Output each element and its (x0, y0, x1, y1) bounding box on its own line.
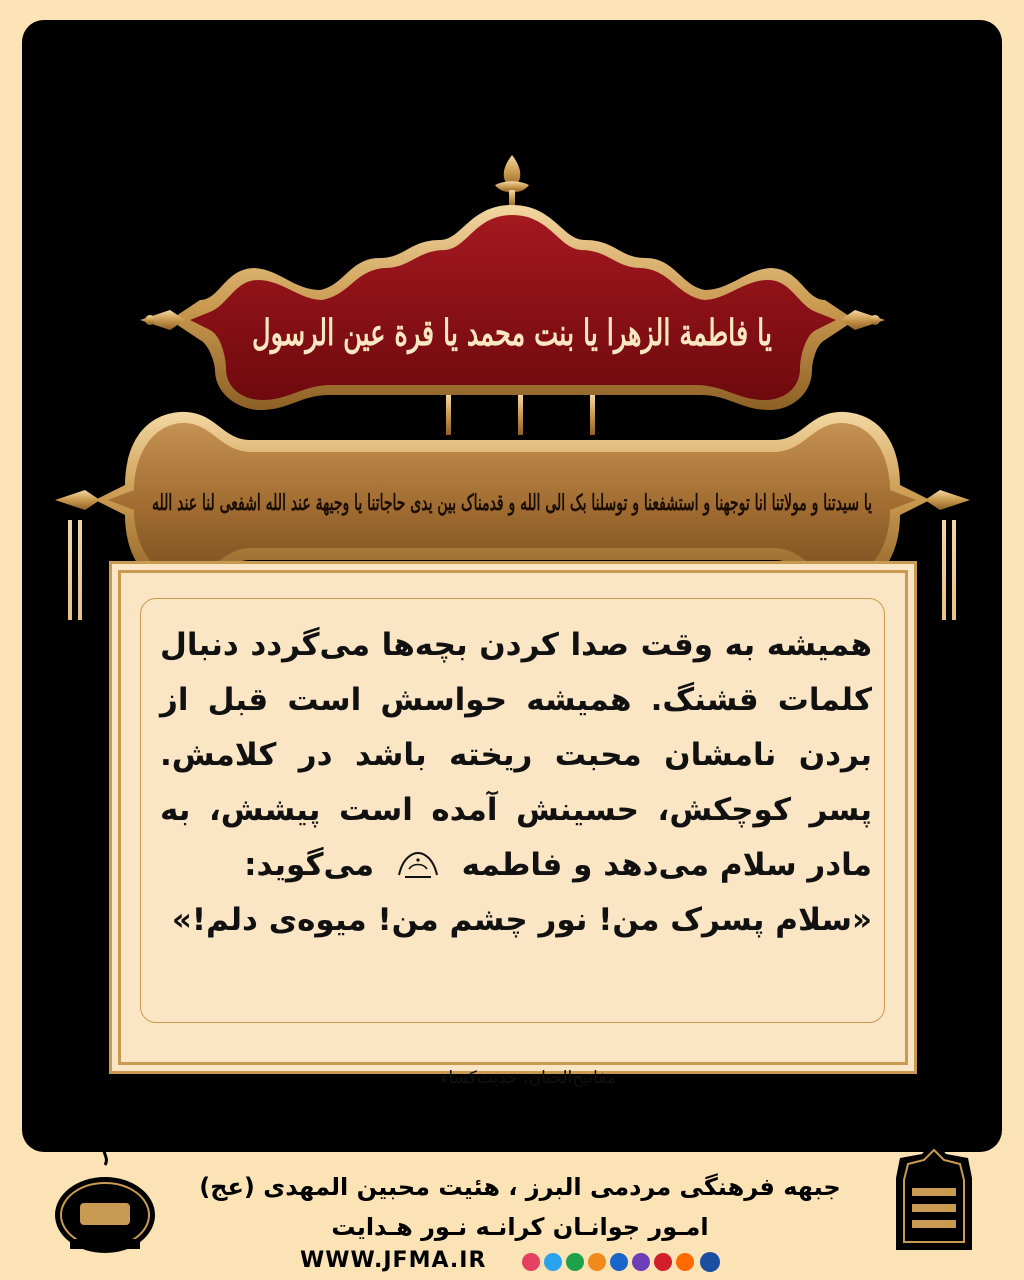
bale-icon[interactable] (610, 1253, 628, 1271)
subtitle-calligraphy: یا سیدتنا و مولاتنا انا توجهنا و استشفعنا و توسلنا بک الی الله و قدمناک بین یدی حاجاتنا یا وجیهة عند الله اشفعی لنا عند الله (152, 490, 872, 516)
alborz-front-logo-icon (888, 1138, 980, 1256)
source-citation: مفاتیح‌الجنان، حدیث‌کساء (440, 1068, 616, 1088)
telegram-icon[interactable] (544, 1253, 562, 1271)
side-ornament-right-icon (840, 310, 885, 330)
instagram-icon[interactable] (522, 1253, 540, 1271)
hadith-paragraph-end: می‌گوید: (244, 847, 375, 883)
ornamental-banner (0, 0, 1024, 620)
hadith-quote: «سلام پسرک من! نور چشم من! میوه‌ی دلم!» (171, 902, 872, 938)
hadith-text (160, 618, 872, 948)
aparat-icon[interactable] (654, 1253, 672, 1271)
footer-department: امـور جوانـان کرانـه نـور هـدایت (331, 1213, 709, 1241)
mohebbin-logo-icon (50, 1135, 160, 1260)
footer-organization: جبهه فرهنگی مردمی البرز ، هئیت محبین المهدی (عج) (199, 1173, 841, 1201)
footer-website-link[interactable]: WWW.JFMA.IR (300, 1248, 487, 1273)
title-calligraphy: یا فاطمة الزهرا یا بنت محمد یا قرة عین الرسول (252, 312, 985, 354)
band-ornament-left-icon (55, 490, 100, 510)
soroush-icon[interactable] (676, 1253, 694, 1271)
side-ornament-left-icon (140, 310, 185, 330)
salam-seal-icon (391, 847, 445, 887)
rubika-icon[interactable] (632, 1253, 650, 1271)
band-ornament-right-icon (925, 490, 970, 510)
whatsapp-icon[interactable] (566, 1253, 584, 1271)
hadith-paragraph: همیشه به وقت صدا کردن بچه‌ها می‌گردد دنبال کلمات قشنگ. همیشه حواسش است قبل از بردن نامشان محبت ریخته باشد در کلامش. پسر کوچکش، حسینش آمده است پیشش، به مادر سلام می‌دهد و فاطمه (160, 627, 872, 883)
eitaa-icon[interactable] (588, 1253, 606, 1271)
web-icon[interactable] (700, 1252, 720, 1272)
top-finial-icon (495, 155, 529, 208)
social-icons (520, 1251, 725, 1273)
